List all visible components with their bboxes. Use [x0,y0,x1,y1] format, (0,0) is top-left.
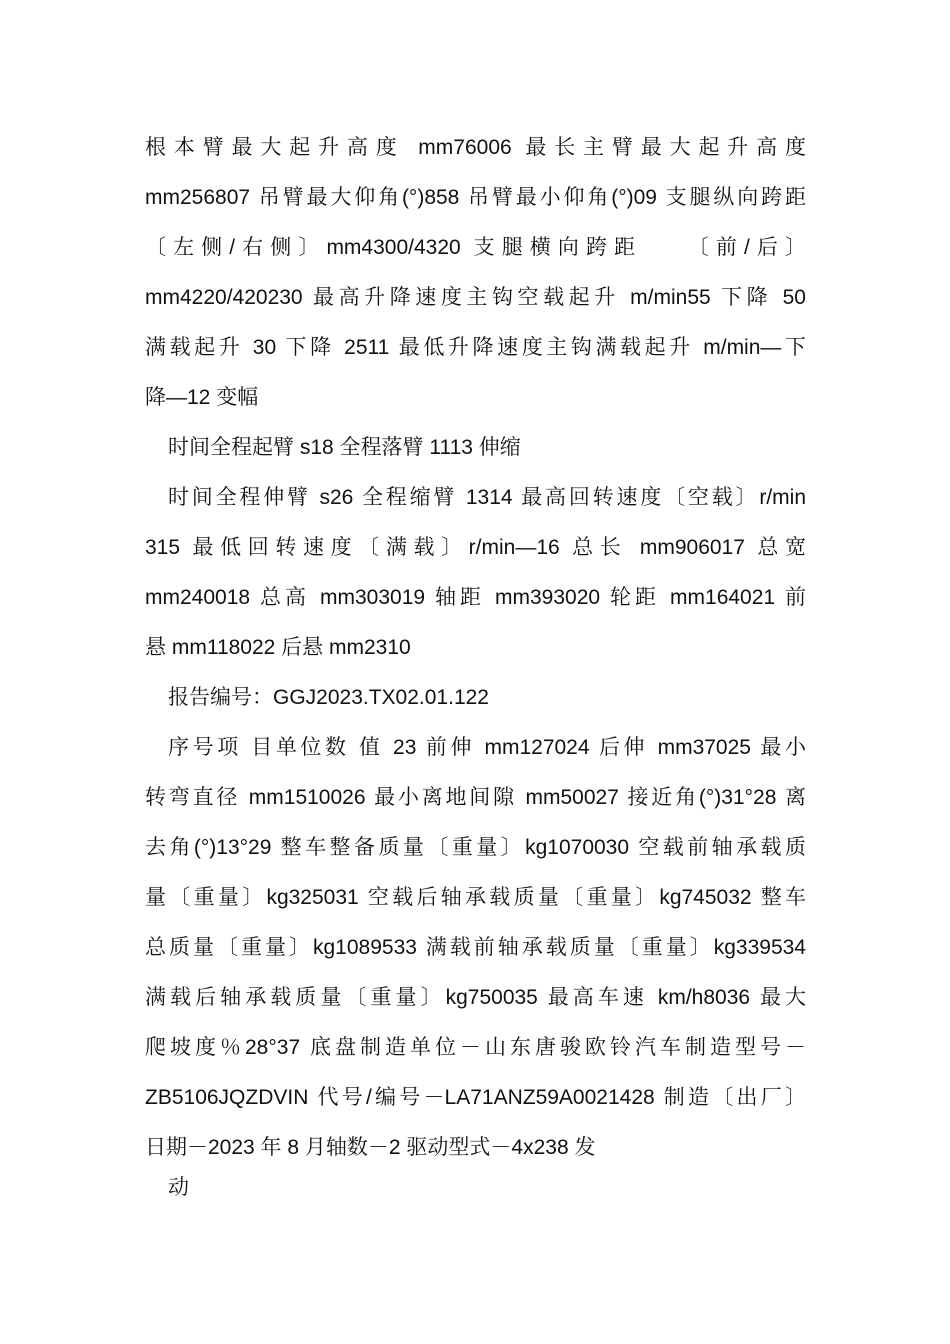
text-line: 时间全程伸臂 s26 全程缩臂 1314 最高回转速度〔空载〕r/min [168,486,806,509]
paragraph-engine [145,1171,806,1221]
text-line: 总质量〔重量〕kg1089533 满载前轴承载质量〔重量〕kg339534 [145,936,806,959]
text-line: 315 最低回转速度〔满载〕r/min—16 总长 mm906017 总宽 [145,536,806,559]
text-line: 〔左侧/右侧〕mm4300/4320 支腿横向跨距 〔前/后〕 [145,236,806,259]
text-line: mm4220/420230 最高升降速度主钩空载起升 m/min55 下降 50 [145,286,806,309]
text-line: 量〔重量〕kg325031 空载后轴承载质量〔重量〕kg745032 整车 [145,886,806,909]
paragraph-boom-specs [145,131,806,431]
report-number: 报告编号：GGJ2023.TX02.01.122 [168,686,489,709]
text-line: 降—12 变幅 [145,386,259,409]
paragraph-report-number [145,681,806,731]
text-line: 序号项 目单位数 值 23 前伸 mm127024 后伸 mm37025 最小 [168,736,806,759]
text-line: 日期－2023 年 8 月轴数－2 驱动型式－4x238 发 [145,1136,596,1159]
text-line: mm256807 吊臂最大仰角(°)858 吊臂最小仰角(°)09 支腿纵向跨距 [145,186,806,209]
text-line: 根本臂最大起升高度 mm76006 最长主臂最大起升高度 [145,136,806,159]
paragraph-luffing-time [145,431,806,481]
text-line: ZB5106JQZDVIN 代号/编号－LA71ANZ59A0021428 制造〔出厂〕 [145,1086,806,1109]
text-line: 悬 mm118022 后悬 mm2310 [145,636,411,659]
text-line: 去角(°)13°29 整车整备质量〔重量〕kg1070030 空载前轴承载质 [145,836,806,859]
paragraph-telescoping-dimensions [145,481,806,681]
text-line: 转弯直径 mm1510026 最小离地间隙 mm50027 接近角(°)31°28 离 [145,786,806,809]
text-line: 爬坡度％28°37 底盘制造单位－山东唐骏欧铃汽车制造型号－ [145,1036,806,1059]
document-page [145,131,806,1221]
text-line: 动 [168,1176,189,1199]
paragraph-vehicle-specs [145,731,806,1171]
text-line: 时间全程起臂 s18 全程落臂 1113 伸缩 [168,436,521,459]
text-line: mm240018 总高 mm303019 轴距 mm393020 轮距 mm164021 前 [145,586,806,609]
text-line: 满载起升 30 下降 2511 最低升降速度主钩满载起升 m/min—下 [145,336,806,359]
text-line: 满载后轴承载质量〔重量〕kg750035 最高车速 km/h8036 最大 [145,986,806,1009]
